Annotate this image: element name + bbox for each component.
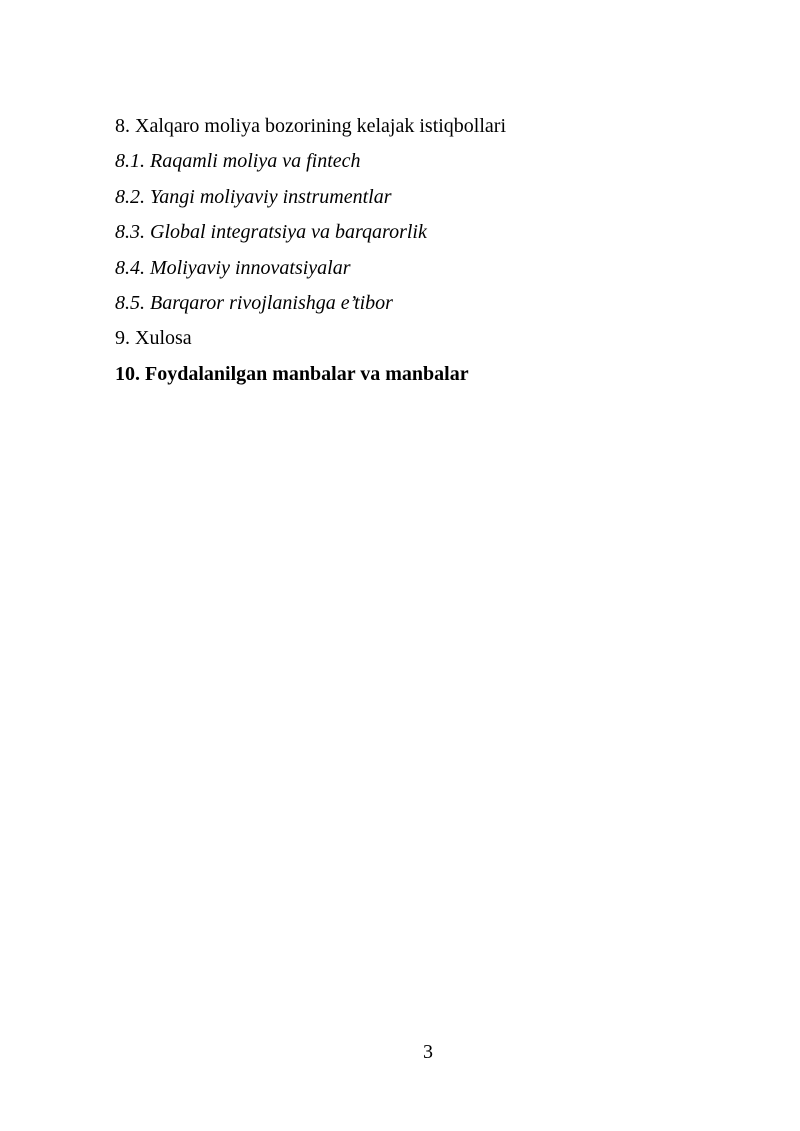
toc-item-8-5: 8.5. Barqaror rivojlanishga e’tibor (115, 291, 393, 314)
toc-item-8-2: 8.2. Yangi moliyaviy instrumentlar (115, 185, 392, 208)
toc-item-9: 9. Xulosa (115, 327, 192, 350)
toc-item-8-3: 8.3. Global integratsiya va barqarorlik (115, 221, 427, 244)
toc-item-8-1: 8.1. Raqamli moliya va fintech (115, 150, 361, 173)
toc-item-8-4: 8.4. Moliyaviy innovatsiyalar (115, 256, 351, 279)
table-of-contents (115, 109, 715, 392)
page-number: 3 (423, 1041, 433, 1063)
toc-item-8: 8. Xalqaro moliya bozorining kelajak istiqbollari (115, 115, 507, 137)
toc-item-10: 10. Foydalanilgan manbalar va manbalar (115, 362, 469, 385)
